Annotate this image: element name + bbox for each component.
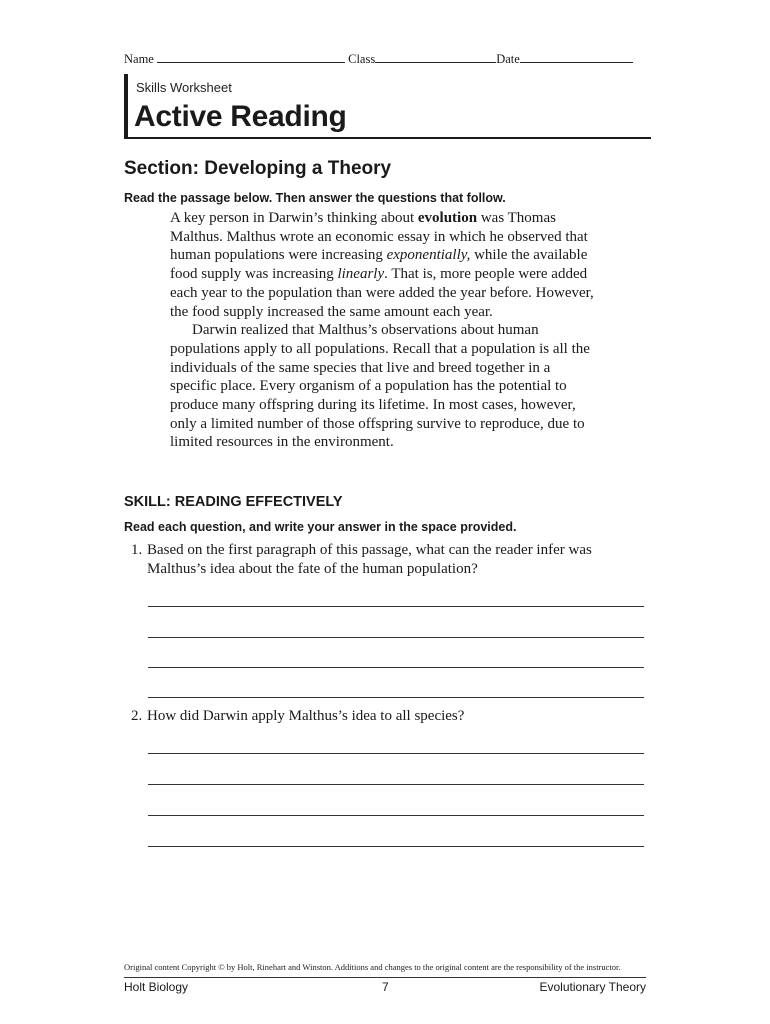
section-title: Section: Developing a Theory	[124, 158, 392, 179]
answer-line[interactable]	[148, 667, 644, 668]
worksheet-kicker: Skills Worksheet	[136, 80, 232, 95]
footer-chapter-title: Evolutionary Theory	[539, 980, 646, 994]
passage-paragraph-2: Darwin realized that Malthus’s observations about human populations apply to all populations. Recall that a population is all the individuals of the same species that live and breed together in a specific place. Every organism of a population has the potential to produce many offspring during its lifetime. In most cases, however, only a limited number of those offspring survive to reproduce, due to limited resources in the environment.	[170, 322, 590, 451]
copyright-notice: Original content Copyright © by Holt, Rinehart and Winston. Additions and changes to the original content are the responsibility of the instructor.	[124, 962, 621, 972]
question-number: 1.	[131, 542, 143, 558]
question-number: 2.	[131, 708, 143, 724]
question-text: How did Darwin apply Malthus’s idea to all species?	[147, 708, 465, 724]
term-evolution: evolution	[417, 210, 478, 226]
class-label: Class	[348, 52, 376, 66]
answer-line[interactable]	[148, 606, 644, 607]
class-blank[interactable]	[375, 52, 496, 63]
answer-line[interactable]	[148, 637, 644, 638]
passage-paragraph-1: A key person in Darwin’s thinking about evolution was Thomas Malthus. Malthus wrote an economic essay in which he observed that human populations were increasing exponentially, while the available food supply was increasing linearly. That is, more people were added each year to the population than were added the year before. However, the food supply increased the same amount each year.	[170, 210, 594, 320]
answer-line[interactable]	[148, 697, 644, 698]
question-1	[131, 541, 631, 578]
date-label: Date	[496, 52, 520, 66]
reading-passage	[170, 209, 596, 452]
page-title: Active Reading	[134, 100, 347, 133]
term-linearly: linearly	[337, 266, 385, 283]
answer-line[interactable]	[148, 846, 644, 847]
answer-line[interactable]	[148, 753, 644, 754]
term-exponentially: exponentially,	[386, 247, 471, 264]
passage-instruction: Read the passage below. Then answer the questions that follow.	[124, 191, 506, 205]
page-number: 7	[382, 980, 389, 994]
question-2	[131, 707, 631, 726]
question-text: Based on the first paragraph of this passage, what can the reader infer was	[147, 542, 592, 558]
answer-line[interactable]	[148, 784, 644, 785]
question-instruction: Read each question, and write your answer in the space provided.	[124, 520, 517, 534]
footer-book-title: Holt Biology	[124, 980, 189, 994]
date-blank[interactable]	[520, 52, 633, 63]
name-label: Name	[124, 52, 154, 66]
header-fields	[124, 52, 633, 67]
footer-divider	[124, 977, 646, 978]
question-text-cont: Malthus’s idea about the fate of the human population?	[147, 560, 478, 577]
skill-heading: SKILL: READING EFFECTIVELY	[124, 494, 343, 510]
name-blank[interactable]	[157, 52, 345, 63]
answer-line[interactable]	[148, 815, 644, 816]
